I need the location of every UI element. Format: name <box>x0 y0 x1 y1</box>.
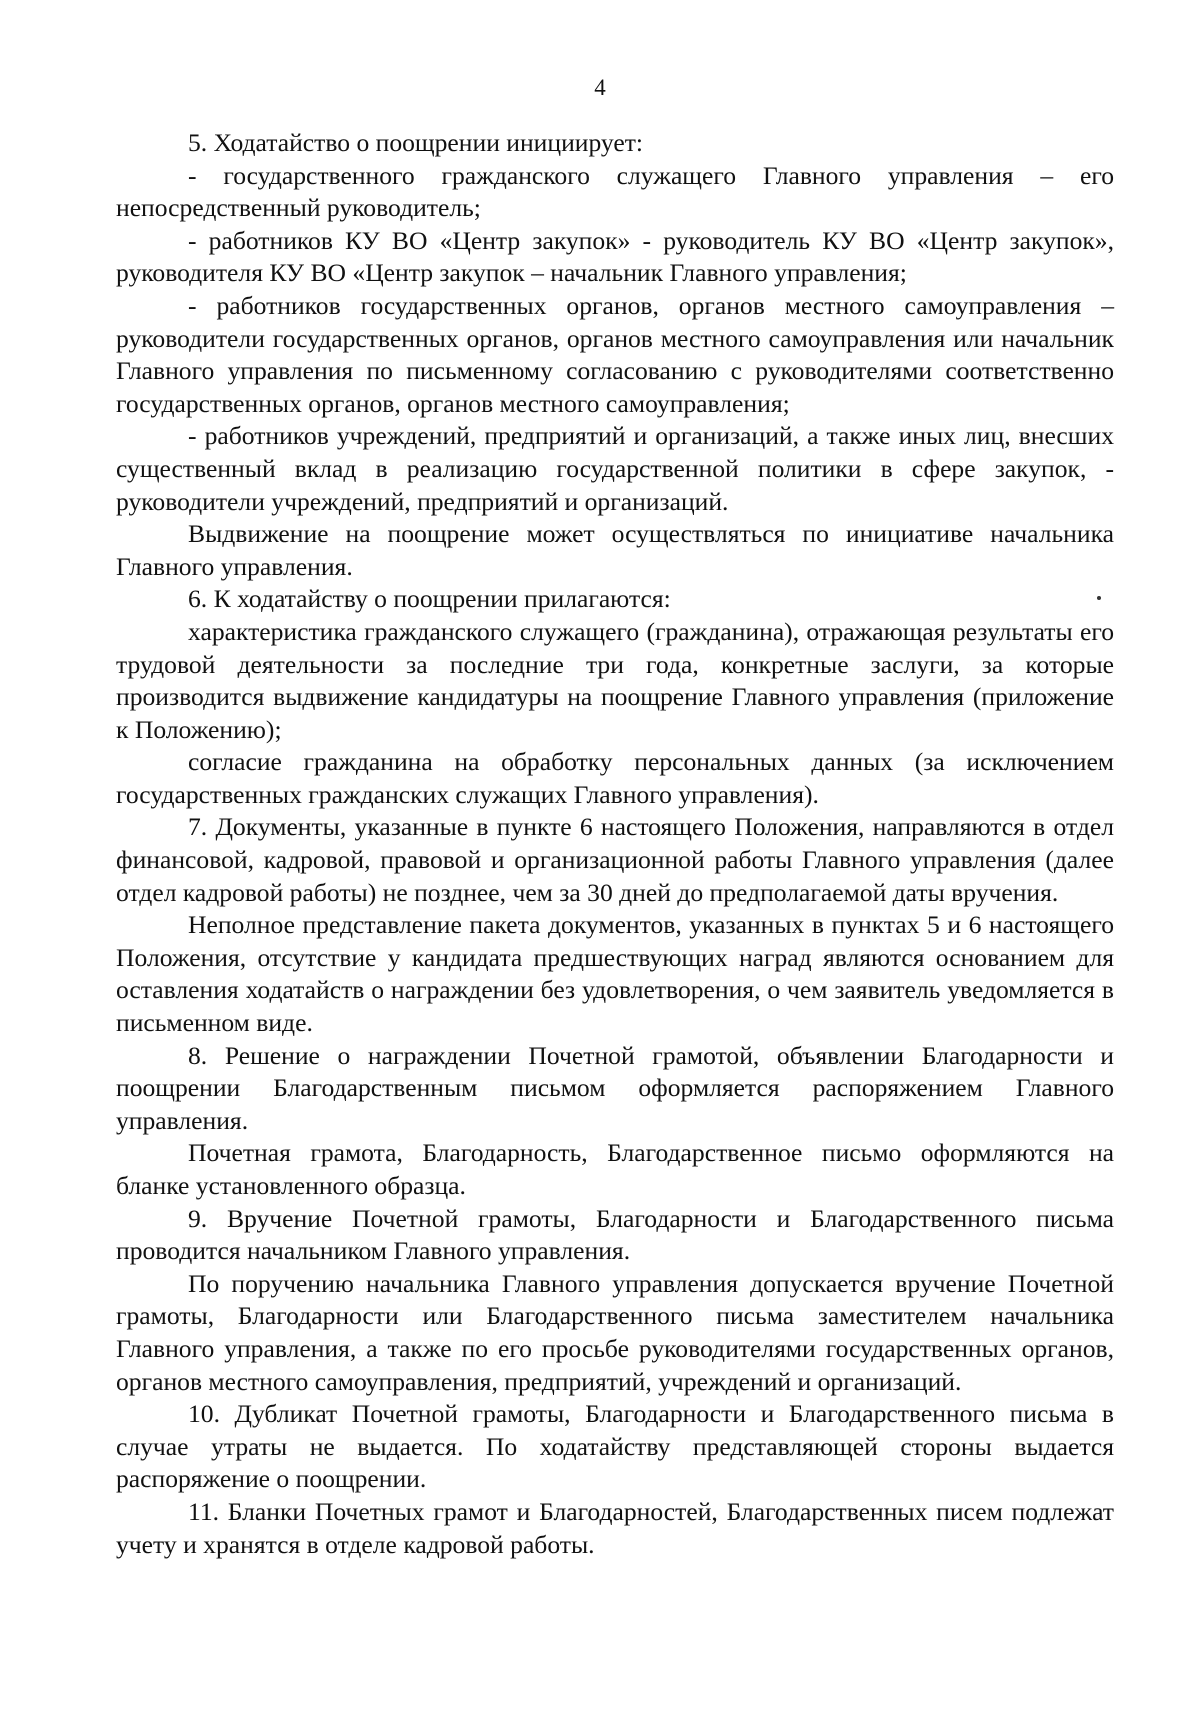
paragraph-5-item-procurement-center: - работников КУ ВО «Центр закупок» - руководитель КУ ВО «Центр закупок», руководителя КУ ВО «Центр закупок – начальник Главного управления; <box>116 225 1114 288</box>
paragraph-7: 7. Документы, указанные в пункте 6 настоящего Положения, направляются в отдел финансовой, кадровой, правовой и организационной работы Главного управления (далее отдел кадровой работы) не позднее, чем за 30 дней до предполагаемой даты вручения. <box>116 812 1114 907</box>
paragraph-6-consent: согласие гражданина на обработку персональных данных (за исключением государственных гражданских служащих Главного управления). <box>116 747 1114 809</box>
paragraph-9: 9. Вручение Почетной грамоты, Благодарности и Благодарственного письма проводится начальником Главного управления. <box>116 1203 1114 1266</box>
paragraph-5-nomination: Выдвижение на поощрение может осуществляться по инициативе начальника Главного управления. <box>116 519 1114 581</box>
paragraph-6-heading: 6. К ходатайству о поощрении прилагаются: <box>188 584 671 614</box>
paragraph-8-forms: Почетная грамота, Благодарность, Благодарственное письмо оформляются на бланке установленного образца. <box>116 1138 1114 1200</box>
paragraph-8: 8. Решение о награждении Почетной грамотой, объявлении Благодарности и поощрении Благодарственным письмом оформляется распоряжением Главного управления. <box>116 1040 1114 1135</box>
paragraph-7-incomplete: Неполное представление пакета документов, указанных в пунктах 5 и 6 настоящего Положения, отсутствие у кандидата предшествующих наград являются основанием для оставления ходатайств о награждении без удовлетворения, о чем заявитель уведомляется в письменном виде. <box>116 910 1114 1038</box>
paragraph-11: 11. Бланки Почетных грамот и Благодарностей, Благодарственных писем подлежат учету и хранятся в отделе кадровой работы. <box>116 1496 1114 1559</box>
paragraph-5-item-organizations: - работников учреждений, предприятий и организаций, а также иных лиц, внесших существенный вклад в реализацию государственной политики в сфере закупок, - руководители учреждений, предприятий и организаций. <box>116 421 1114 516</box>
paragraph-9-delegation: По поручению начальника Главного управления допускается вручение Почетной грамоты, Благодарности или Благодарственного письма заместителем начальника Главного управления, а также по его просьбе руководителями государственных органов, органов местного самоуправления, предприятий, учреждений и организаций. <box>116 1268 1114 1396</box>
paragraph-5-heading: 5. Ходатайство о поощрении инициирует: <box>188 128 644 157</box>
document-body <box>116 127 1114 1561</box>
paragraph-10: 10. Дубликат Почетной грамоты, Благодарности и Благодарственного письма в случае утраты не выдается. По ходатайству представляющей стороны выдается распоряжение о поощрении. <box>116 1399 1114 1494</box>
paragraph-5-item-state-bodies: - работников государственных органов, органов местного самоуправления – руководители государственных органов, органов местного самоуправления или начальник Главного управления по письменному согласованию с руководителями соответственно государственных органов, органов местного самоуправления; <box>116 290 1114 418</box>
paragraph-5-item-civil-servant: - государственного гражданского служащего Главного управления – его непосредственный руководитель; <box>116 160 1114 223</box>
page-number: 4 <box>594 75 606 100</box>
paragraph-6-characteristic: характеристика гражданского служащего (гражданина), отражающая результаты его трудовой деятельности за последние три года, конкретные заслуги, за которые производится выдвижение кандидатуры на поощрение Главного управления (приложение к Положению); <box>116 616 1114 744</box>
scan-speck <box>1097 596 1101 600</box>
